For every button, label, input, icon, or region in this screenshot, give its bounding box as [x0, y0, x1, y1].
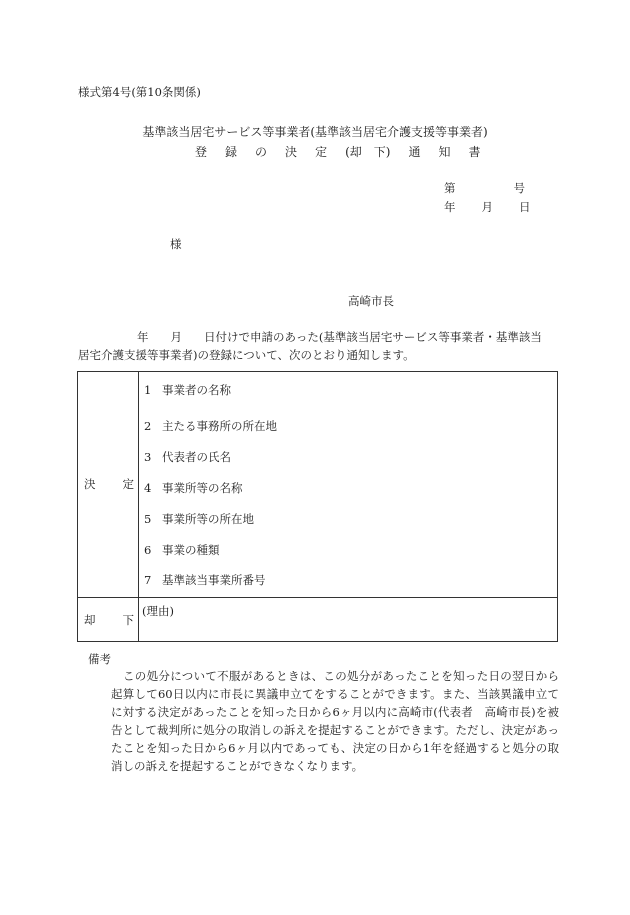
title-char: 登	[195, 145, 208, 159]
intro-paragraph	[78, 328, 550, 364]
reason-cell	[139, 598, 558, 642]
rejection-label-cell	[78, 598, 139, 642]
decision-label-char: 定	[122, 477, 134, 491]
rejection-label	[84, 612, 134, 628]
number-prefix: 第	[444, 181, 456, 195]
decision-label-char: 決	[84, 477, 96, 491]
number-suffix: 号	[513, 181, 525, 195]
list-item: 5 事業所等の所在地	[144, 512, 254, 526]
decision-table	[77, 371, 558, 642]
decision-label-cell	[78, 372, 139, 598]
list-item: 3 代表者の氏名	[144, 450, 231, 464]
reason-label: (理由)	[142, 604, 174, 618]
form-label: 様式第4号(第10条関係)	[78, 85, 201, 99]
title-char: 書	[468, 145, 481, 159]
sender: 高崎市長	[348, 294, 394, 308]
title-char: 決	[285, 145, 298, 159]
remarks-heading: 備考	[88, 652, 111, 666]
title-char: 録	[225, 145, 238, 159]
intro-year: 年	[137, 330, 149, 344]
remarks-body: この処分について不服があるときは、この処分があったことを知った日の翌日から起算して60日以内に市長に異議申立てをすることができます。また、当該異議申立てに対する決定があったことを知った日から6ヶ月以内に高崎市(代表者 高崎市長)を被告として裁判所に処分の取消しの訴えを提起することができます。ただし、決定があったことを知った日から6ヶ月以内であっても、決定の日から1年を経過すると処分の取消しの訴えを提起することができなくなります。	[111, 669, 559, 773]
list-item: 1 事業者の名称	[144, 383, 231, 397]
decision-items-cell	[139, 372, 558, 598]
document-title-line1: 基準該当居宅サービス等事業者(基準該当居宅介護支援等事業者)	[142, 125, 488, 139]
date-day: 日	[519, 200, 531, 214]
title-char: (却	[345, 145, 362, 159]
addressee: 様	[170, 237, 182, 251]
title-char: 定	[315, 145, 328, 159]
date-year: 年	[444, 200, 456, 214]
rejection-label-char: 下	[122, 613, 134, 627]
title-char: 下)	[373, 145, 391, 159]
title-char: の	[255, 145, 268, 159]
list-item: 2 主たる事務所の所在地	[144, 419, 277, 433]
document-number	[444, 180, 525, 196]
title-char: 知	[438, 145, 451, 159]
date-month: 月	[481, 200, 493, 214]
intro-text: 日付けで申請のあった(基準該当居宅サービス等事業者・基準該当居宅介護支援等事業者)の登録について、次のとおり通知します。	[78, 330, 542, 362]
intro-month: 月	[170, 330, 182, 344]
rejection-label-char: 却	[84, 613, 96, 627]
document-title-line2	[195, 143, 481, 160]
document-date	[444, 199, 531, 215]
list-item: 6 事業の種類	[144, 543, 220, 557]
list-item: 4 事業所等の名称	[144, 481, 243, 495]
list-item: 7 基準該当事業所番号	[144, 573, 266, 587]
title-char: 通	[408, 145, 421, 159]
decision-label	[84, 476, 134, 492]
